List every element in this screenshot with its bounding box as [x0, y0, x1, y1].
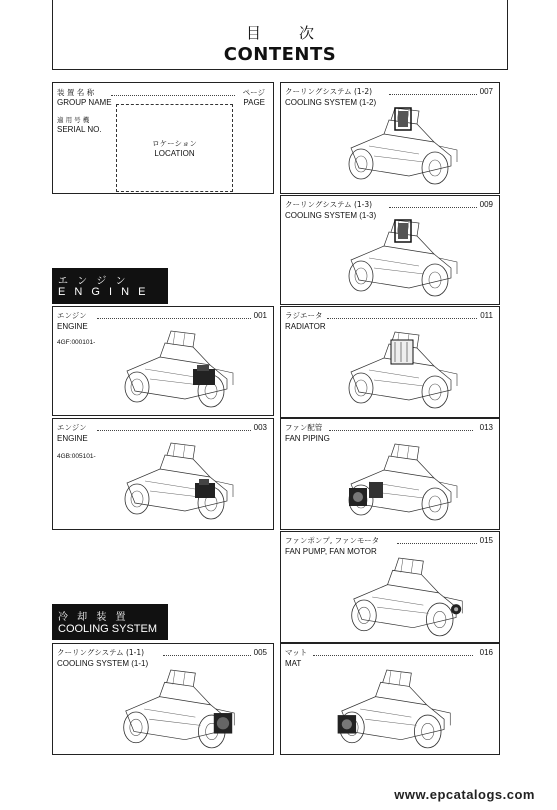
entry-page-number: 011: [480, 311, 493, 320]
entry-fan-pump-fan-motor[interactable]: [280, 531, 500, 643]
entry-label-en: FAN PUMP, FAN MOTOR: [285, 547, 377, 556]
entry-cooling-system-1-1[interactable]: [52, 643, 274, 755]
entry-serial: 4GF:000101-: [57, 339, 96, 346]
entry-page-number: 005: [253, 648, 267, 657]
entry-page-number: 013: [479, 423, 493, 432]
entry-label-en: ENGINE: [57, 322, 88, 331]
entry-page-number: 003: [253, 423, 267, 432]
entry-radiator[interactable]: [280, 306, 500, 418]
entry-dots: [329, 430, 473, 431]
location-area: [116, 104, 233, 192]
entry-dots: [397, 543, 477, 544]
entry-cooling-system-1-2[interactable]: [280, 82, 500, 194]
location-jp: ロケーション: [152, 139, 197, 148]
section-engine-jp: エ ン ジ ン: [58, 276, 129, 287]
entry-dots: [327, 318, 477, 319]
entry-dots: [97, 318, 251, 319]
entry-label-jp: ファン配管: [285, 423, 323, 432]
loader-diagram: [339, 329, 469, 415]
entry-label-jp: エンジン: [57, 423, 87, 432]
section-engine-en: E N G I N E: [58, 286, 149, 298]
loader-diagram: [339, 218, 469, 302]
entry-label-jp: クーリングシステム (1-2): [285, 87, 373, 96]
section-cooling-jp: 冷 却 装 置: [58, 612, 129, 623]
legend-page-jp: ページ: [242, 88, 265, 97]
entry-dots: [389, 94, 477, 95]
entry-dots: [389, 207, 477, 208]
entry-page-number: 009: [479, 200, 493, 209]
loader-diagram: [321, 668, 471, 754]
location-en: LOCATION: [154, 149, 195, 158]
entry-label-jp: クーリングシステム (1-3): [285, 200, 373, 209]
legend-page-en: PAGE: [243, 98, 265, 107]
entry-mat[interactable]: [280, 643, 500, 755]
entry-page-number: 001: [253, 311, 267, 320]
site-watermark: www.epcatalogs.com: [394, 787, 535, 802]
loader-diagram: [115, 441, 245, 525]
section-cooling-en: COOLING SYSTEM: [58, 623, 158, 635]
entry-engine-001[interactable]: [52, 306, 274, 416]
entry-dots: [97, 430, 251, 431]
entry-label-jp: クーリングシステム (1-1): [57, 648, 145, 657]
section-label-engine: [52, 268, 168, 304]
section-label-cooling: [52, 604, 168, 640]
entry-label-en: MAT: [285, 659, 302, 668]
entry-serial: 4GB:005101-: [57, 453, 96, 460]
entry-label-jp: ファンポンプ, ファンモータ: [285, 536, 380, 545]
entry-dots: [313, 655, 473, 656]
legend-serial-jp: 適 用 号 機: [57, 116, 90, 124]
entry-label-en: COOLING SYSTEM (1-2): [285, 98, 377, 107]
entry-page-number: 016: [479, 648, 493, 657]
entry-cooling-system-1-3[interactable]: [280, 195, 500, 305]
entry-label-en: FAN PIPING: [285, 434, 330, 443]
legend-group-en: GROUP NAME: [57, 98, 112, 107]
entry-label-en: ENGINE: [57, 434, 88, 443]
title-box: [52, 0, 508, 70]
entry-label-en: COOLING SYSTEM (1-3): [285, 211, 377, 220]
entry-fan-piping[interactable]: [280, 418, 500, 530]
legend-dots: [111, 95, 235, 96]
title-japanese: 目次: [245, 24, 352, 42]
page-title: CONTENTS: [223, 44, 337, 65]
entry-label-jp: ラジエータ: [285, 311, 323, 320]
loader-diagram: [333, 556, 483, 642]
entry-engine-003[interactable]: [52, 418, 274, 530]
loader-diagram: [339, 105, 469, 191]
legend-box: [52, 82, 274, 194]
loader-diagram: [339, 441, 469, 527]
entry-label-jp: マット: [285, 648, 308, 657]
entry-label-en: RADIATOR: [285, 322, 326, 331]
entry-label-jp: エンジン: [57, 311, 87, 320]
legend-serial-en: SERIAL NO.: [57, 125, 102, 134]
entry-page-number: 015: [479, 536, 493, 545]
entry-label-en: COOLING SYSTEM (1-1): [57, 659, 149, 668]
loader-diagram: [115, 329, 245, 413]
loader-diagram: [105, 668, 255, 754]
entry-page-number: 007: [479, 87, 493, 96]
legend-group-jp: 装 置 名 称: [57, 88, 95, 97]
entry-dots: [163, 655, 251, 656]
